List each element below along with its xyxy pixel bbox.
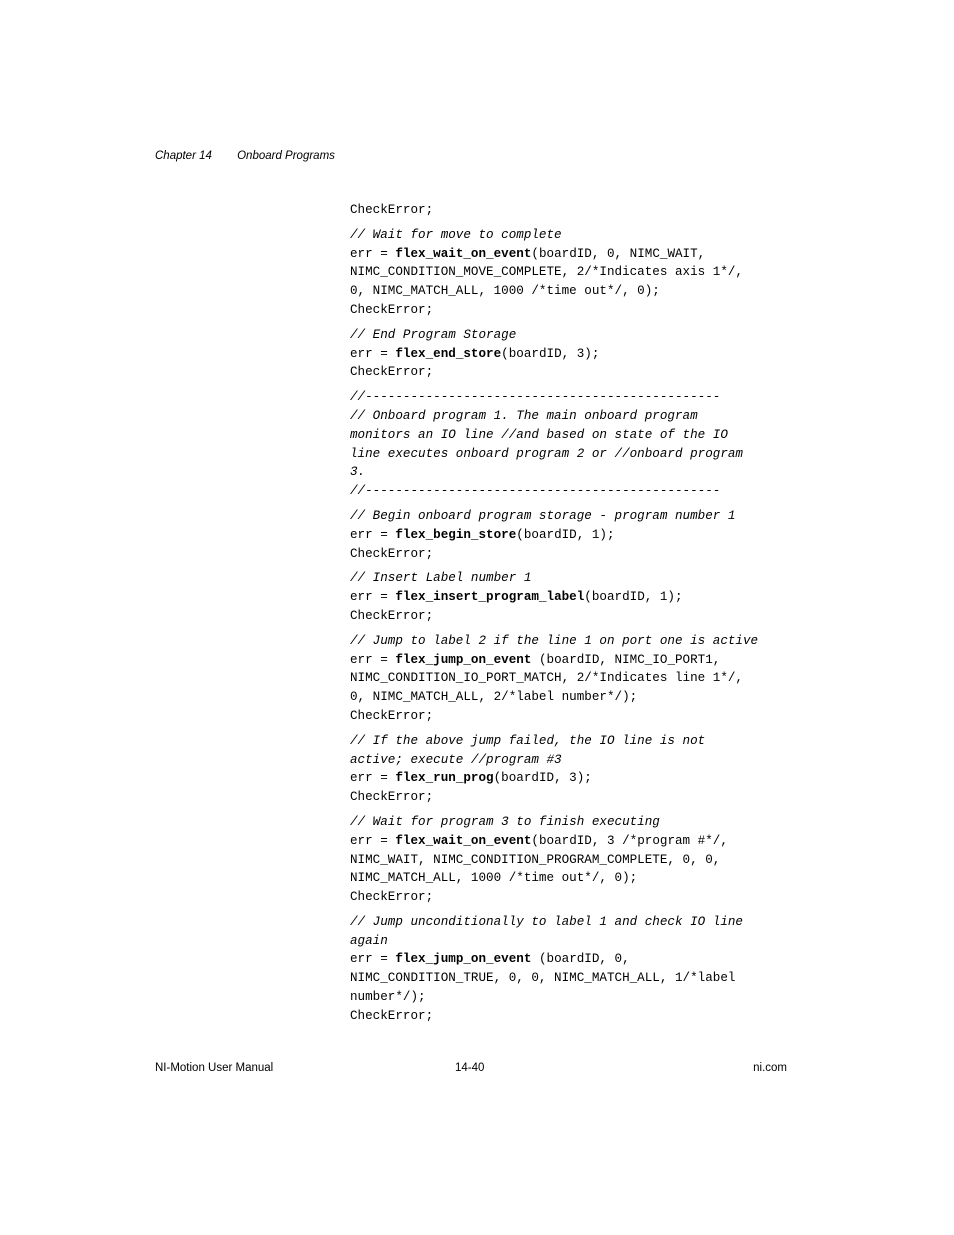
code-line (350, 245, 810, 264)
code-comment: // End Program Storage (350, 327, 517, 342)
code-comment: active; execute //program #3 (350, 752, 562, 767)
code-text: err = (350, 833, 396, 848)
code-comment: // Wait for move to complete (350, 227, 562, 242)
code-text: err = (350, 527, 396, 542)
code-line (350, 769, 810, 788)
code-text: (boardID, 0, NIMC_WAIT, (531, 246, 706, 261)
site-link[interactable]: ni.com (753, 1062, 787, 1074)
code-text: NIMC_WAIT, NIMC_CONDITION_PROGRAM_COMPLETE, 0, 0, (350, 852, 721, 867)
code-text: NIMC_MATCH_ALL, 1000 /*time out*/, 0); (350, 871, 638, 886)
code-text: CheckError; (350, 890, 434, 905)
code-line (350, 226, 810, 245)
code-text: err = (350, 346, 396, 361)
code-line (350, 426, 810, 445)
code-text: NIMC_CONDITION_IO_PORT_MATCH, 2/*Indicates line 1*/, (350, 671, 743, 686)
code-block (350, 326, 810, 382)
code-line (350, 913, 810, 932)
code-line (350, 607, 810, 626)
chapter-title: Onboard Programs (237, 150, 335, 162)
code-comment: line executes onboard program 2 or //onboard program (350, 446, 743, 461)
manual-title: NI-Motion User Manual (155, 1062, 274, 1074)
code-line (350, 932, 810, 951)
function-name: flex_wait_on_event (395, 833, 532, 848)
code-line (350, 788, 810, 807)
code-text: NIMC_CONDITION_TRUE, 0, 0, NIMC_MATCH_ALL, 1/*label (350, 971, 736, 986)
code-line (350, 869, 810, 888)
code-text: err = (350, 652, 396, 667)
code-comment: // Wait for program 3 to finish executing (350, 814, 660, 829)
code-text: err = (350, 771, 396, 786)
code-line (350, 950, 810, 969)
code-text: number*/); (350, 990, 426, 1005)
code-line (350, 201, 810, 220)
code-line (350, 669, 810, 688)
code-comment: monitors an IO line //and based on state of the IO (350, 427, 728, 442)
code-text: CheckError; (350, 203, 434, 217)
page-header (155, 150, 335, 162)
code-line (350, 1007, 810, 1026)
code-line (350, 345, 810, 364)
code-block (350, 226, 810, 320)
code-line (350, 326, 810, 345)
function-name: flex_jump_on_event (395, 952, 532, 967)
code-text: CheckError; (350, 1008, 434, 1023)
function-name: flex_insert_program_label (395, 590, 585, 605)
code-line (350, 301, 810, 320)
code-line (350, 282, 810, 301)
code-listing (350, 201, 810, 1032)
code-text: CheckError; (350, 790, 434, 805)
code-text: (boardID, 3); (501, 346, 600, 361)
code-comment: //----------------------------------------------- (350, 390, 721, 405)
code-line (350, 588, 810, 607)
code-text: (boardID, 0, (531, 952, 630, 967)
code-line (350, 526, 810, 545)
code-comment: again (350, 933, 388, 948)
page-footer (155, 1062, 787, 1078)
code-block (350, 632, 810, 726)
code-comment: // If the above jump failed, the IO line is not (350, 733, 706, 748)
code-comment: // Begin onboard program storage - program number 1 (350, 508, 736, 523)
code-line (350, 851, 810, 870)
function-name: flex_begin_store (395, 527, 517, 542)
code-block (350, 813, 810, 907)
code-comment: 3. (350, 465, 366, 480)
code-text: CheckError; (350, 365, 434, 380)
code-text: (boardID, 1); (584, 590, 683, 605)
function-name: flex_jump_on_event (395, 652, 532, 667)
code-line (350, 888, 810, 907)
code-line (350, 388, 810, 407)
code-line (350, 569, 810, 588)
page-number: 14-40 (455, 1062, 485, 1074)
code-text: CheckError; (350, 608, 434, 623)
code-text: (boardID, 3 /*program #*/, (531, 833, 728, 848)
chapter-label: Chapter 14 (155, 150, 212, 162)
code-line (350, 463, 810, 482)
code-text: (boardID, 1); (516, 527, 615, 542)
code-line (350, 651, 810, 670)
code-text: (boardID, NIMC_IO_PORT1, (531, 652, 721, 667)
code-line (350, 632, 810, 651)
code-text: err = (350, 952, 396, 967)
code-line (350, 507, 810, 526)
code-text: err = (350, 590, 396, 605)
code-comment: // Jump to label 2 if the line 1 on port one is active (350, 633, 759, 648)
function-name: flex_end_store (395, 346, 502, 361)
code-block (350, 388, 810, 501)
code-line (350, 545, 810, 564)
code-text: 0, NIMC_MATCH_ALL, 1000 /*time out*/, 0); (350, 284, 660, 299)
function-name: flex_wait_on_event (395, 246, 532, 261)
code-block (350, 913, 810, 1026)
code-line (350, 988, 810, 1007)
code-line (350, 832, 810, 851)
code-line (350, 707, 810, 726)
code-block (350, 569, 810, 625)
code-comment: // Onboard program 1. The main onboard program (350, 408, 698, 423)
code-line (350, 363, 810, 382)
code-comment: // Insert Label number 1 (350, 571, 532, 586)
code-block (350, 201, 810, 220)
code-line (350, 688, 810, 707)
code-text: (boardID, 3); (493, 771, 592, 786)
code-comment: //----------------------------------------------- (350, 484, 721, 499)
function-name: flex_run_prog (395, 771, 494, 786)
code-text: NIMC_CONDITION_MOVE_COMPLETE, 2/*Indicates axis 1*/, (350, 265, 743, 280)
code-text: err = (350, 246, 396, 261)
code-line (350, 482, 810, 501)
code-line (350, 813, 810, 832)
code-text: CheckError; (350, 302, 434, 317)
code-line (350, 445, 810, 464)
code-line (350, 751, 810, 770)
code-line (350, 407, 810, 426)
code-text: CheckError; (350, 708, 434, 723)
code-line (350, 969, 810, 988)
code-line (350, 263, 810, 282)
code-text: 0, NIMC_MATCH_ALL, 2/*label number*/); (350, 690, 638, 705)
code-block (350, 732, 810, 807)
code-block (350, 507, 810, 563)
code-text: CheckError; (350, 546, 434, 561)
code-comment: // Jump unconditionally to label 1 and check IO line (350, 914, 743, 929)
code-line (350, 732, 810, 751)
